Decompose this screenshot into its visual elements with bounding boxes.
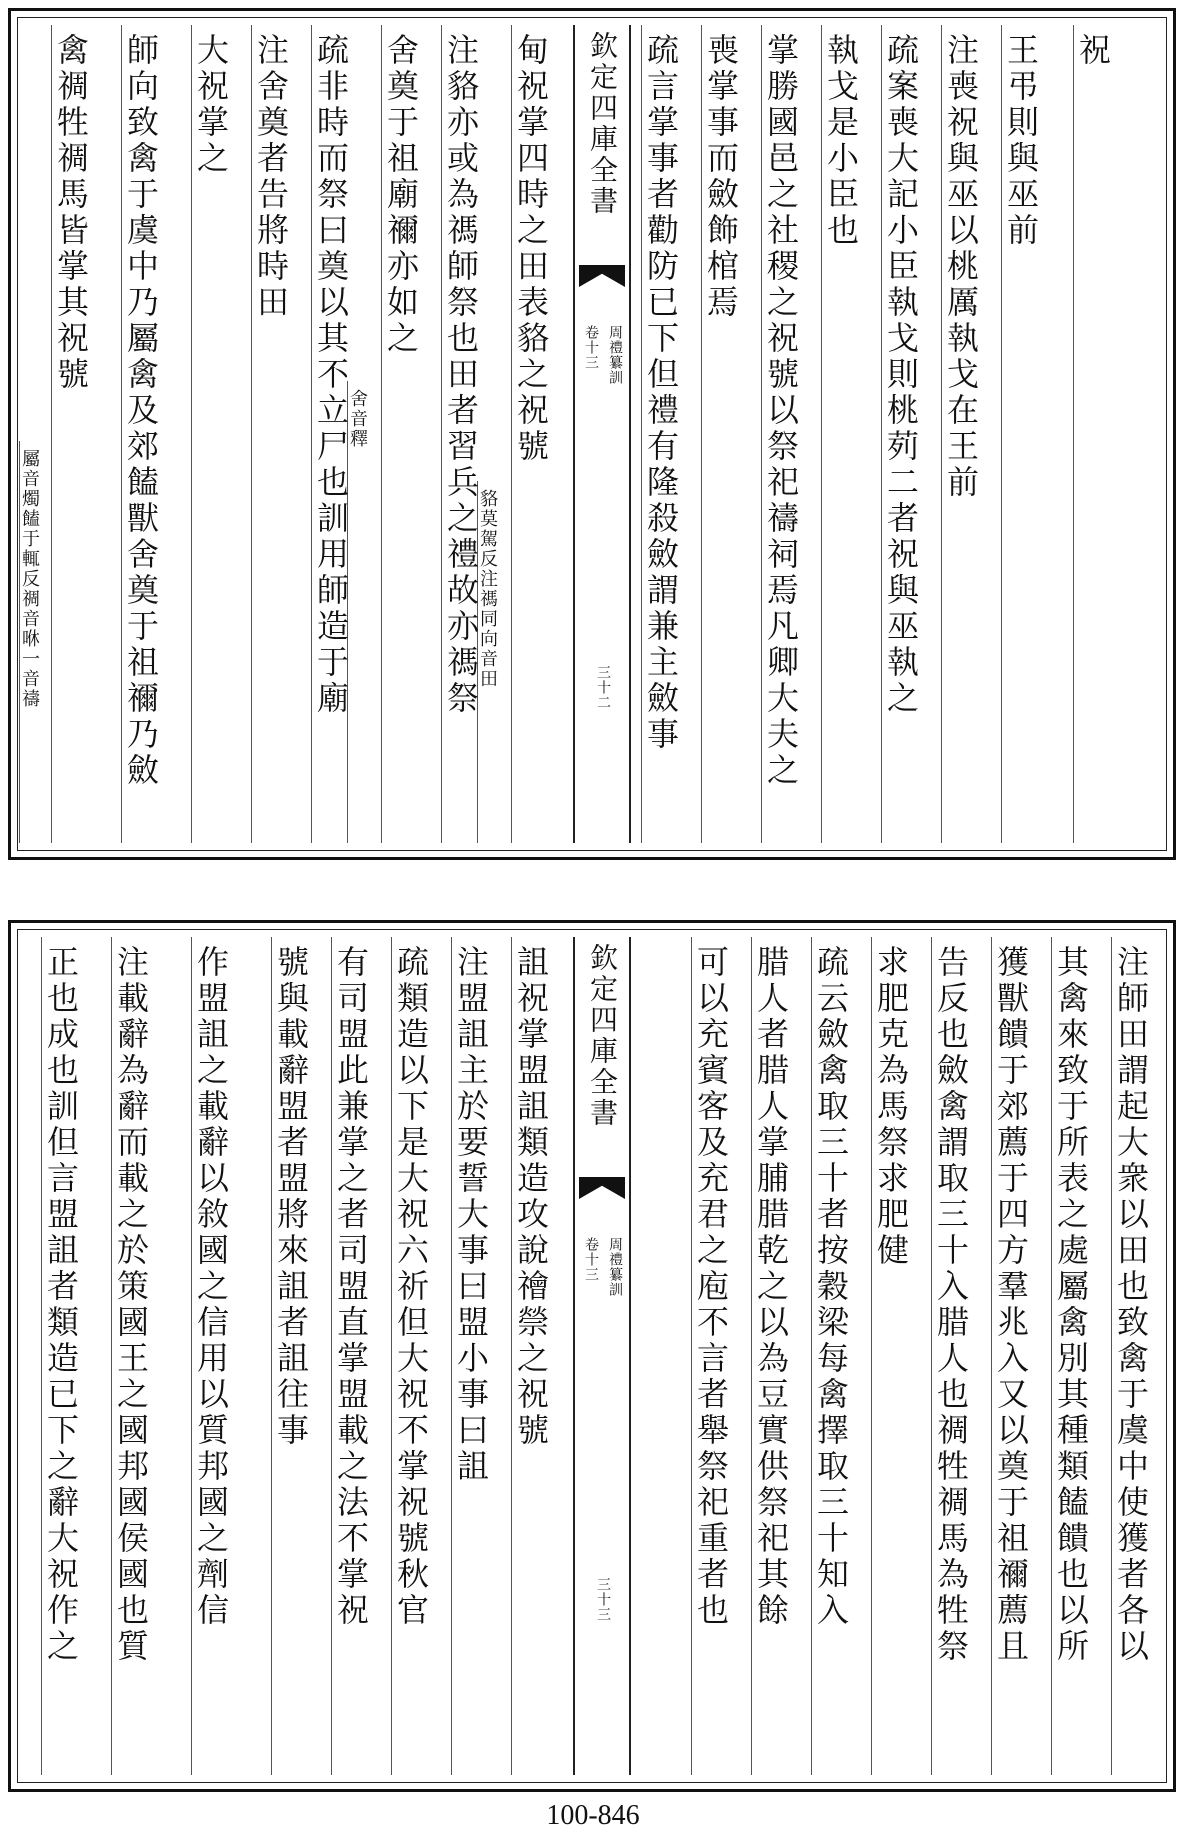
text-column: 獲獸饋于郊薦于四方羣兆入又以奠于祖禰薦且 [991,937,1031,1775]
text-column: 注喪祝與巫以桃厲執戈在王前 [941,25,981,843]
annotation: 屬音燭饁于輒反禂音咻一音禱 [19,441,49,843]
center-strip [573,25,631,843]
strip-leaf: 三十二 [595,665,611,710]
text-column: 禽禂牲禂馬皆掌其祝號 [51,25,91,843]
text-column: 注載辭為辭而載之於策國王之國邦國侯國也質 [111,937,151,1775]
strip-book: 周禮纂訓 [607,1237,623,1297]
top-page [8,8,1176,860]
section-mark: 祝 [1073,25,1113,843]
text-column: 作盟詛之載辭以敘國之信用以質邦國之劑信 [191,937,231,1775]
text-column: 可以充賓客及充君之庖不言者舉祭祀重者也 [691,937,731,1775]
text-column: 正也成也訓但言盟詛者類造已下之辭大祝作之 [41,937,81,1775]
text-column: 疏案喪大記小臣執戈則桃茢二者祝與巫執之 [881,25,921,843]
text-column: 求肥克為馬祭求肥健 [871,937,911,1775]
page-number: 100-846 [546,1800,640,1831]
text-column: 疏非時而祭曰奠以其不立尸也訓用師造于廟 [311,25,351,843]
text-column: 疏類造以下是大祝六祈但大祝不掌祝號秋官 [391,937,431,1775]
text-column: 喪掌事而斂飾棺焉 [701,25,741,843]
text-column: 詛祝掌盟詛類造攻說禬禜之祝號 [511,937,551,1775]
text-column: 注師田謂起大衆以田也致禽于虞中使獲者各以 [1111,937,1151,1775]
annotation: 貉莫駕反注禡同向音田 [477,481,507,843]
bottom-page [8,920,1176,1792]
fishtail-mark [579,1177,625,1199]
text-column: 告反也斂禽謂取三十入腊人也禂牲禂馬為牲祭 [931,937,971,1775]
strip-title: 欽定四庫全書 [586,943,619,1129]
text-column: 王弔則與巫前 [1001,25,1041,843]
text-column: 掌勝國邑之社稷之祝號以祭祀禱祠焉凡卿大夫之 [761,25,801,843]
text-column: 疏言掌事者勸防已下但禮有隆殺斂謂兼主斂事 [641,25,681,843]
strip-volume: 卷十三 [583,325,599,370]
text-column: 注舍奠者告將時田 [251,25,291,843]
strip-book: 周禮纂訓 [607,325,623,385]
strip-leaf: 三十三 [595,1577,611,1622]
text-column: 腊人者腊人掌脯腊乾之以為豆實供祭祀其餘 [751,937,791,1775]
annotation: 舍音釋 [347,381,377,843]
text-column: 舍奠于祖廟禰亦如之 [381,25,421,843]
text-column: 號與載辭盟者盟將來詛者詛往事 [271,937,311,1775]
strip-title: 欽定四庫全書 [586,31,619,217]
center-strip [573,937,631,1775]
fishtail-mark [579,265,625,287]
text-column: 注貉亦或為禡師祭也田者習兵之禮故亦禡祭 [441,25,481,843]
text-column: 有司盟此兼掌之者司盟直掌盟載之法不掌祝 [331,937,371,1775]
text-column: 甸祝掌四時之田表貉之祝號 [511,25,551,843]
text-column: 注盟詛主於要誓大事曰盟小事曰詛 [451,937,491,1775]
text-column: 疏云斂禽取三十者按穀梁每禽擇取三十知入 [811,937,851,1775]
text-column: 其禽來致于所表之處屬禽別其種類饁饋也以所 [1051,937,1091,1775]
text-column: 師向致禽于虞中乃屬禽及郊饁獸舍奠于祖禰乃斂 [121,25,161,843]
text-column: 大祝掌之 [191,25,231,843]
text-column: 執戈是小臣也 [821,25,861,843]
strip-volume: 卷十三 [583,1237,599,1282]
